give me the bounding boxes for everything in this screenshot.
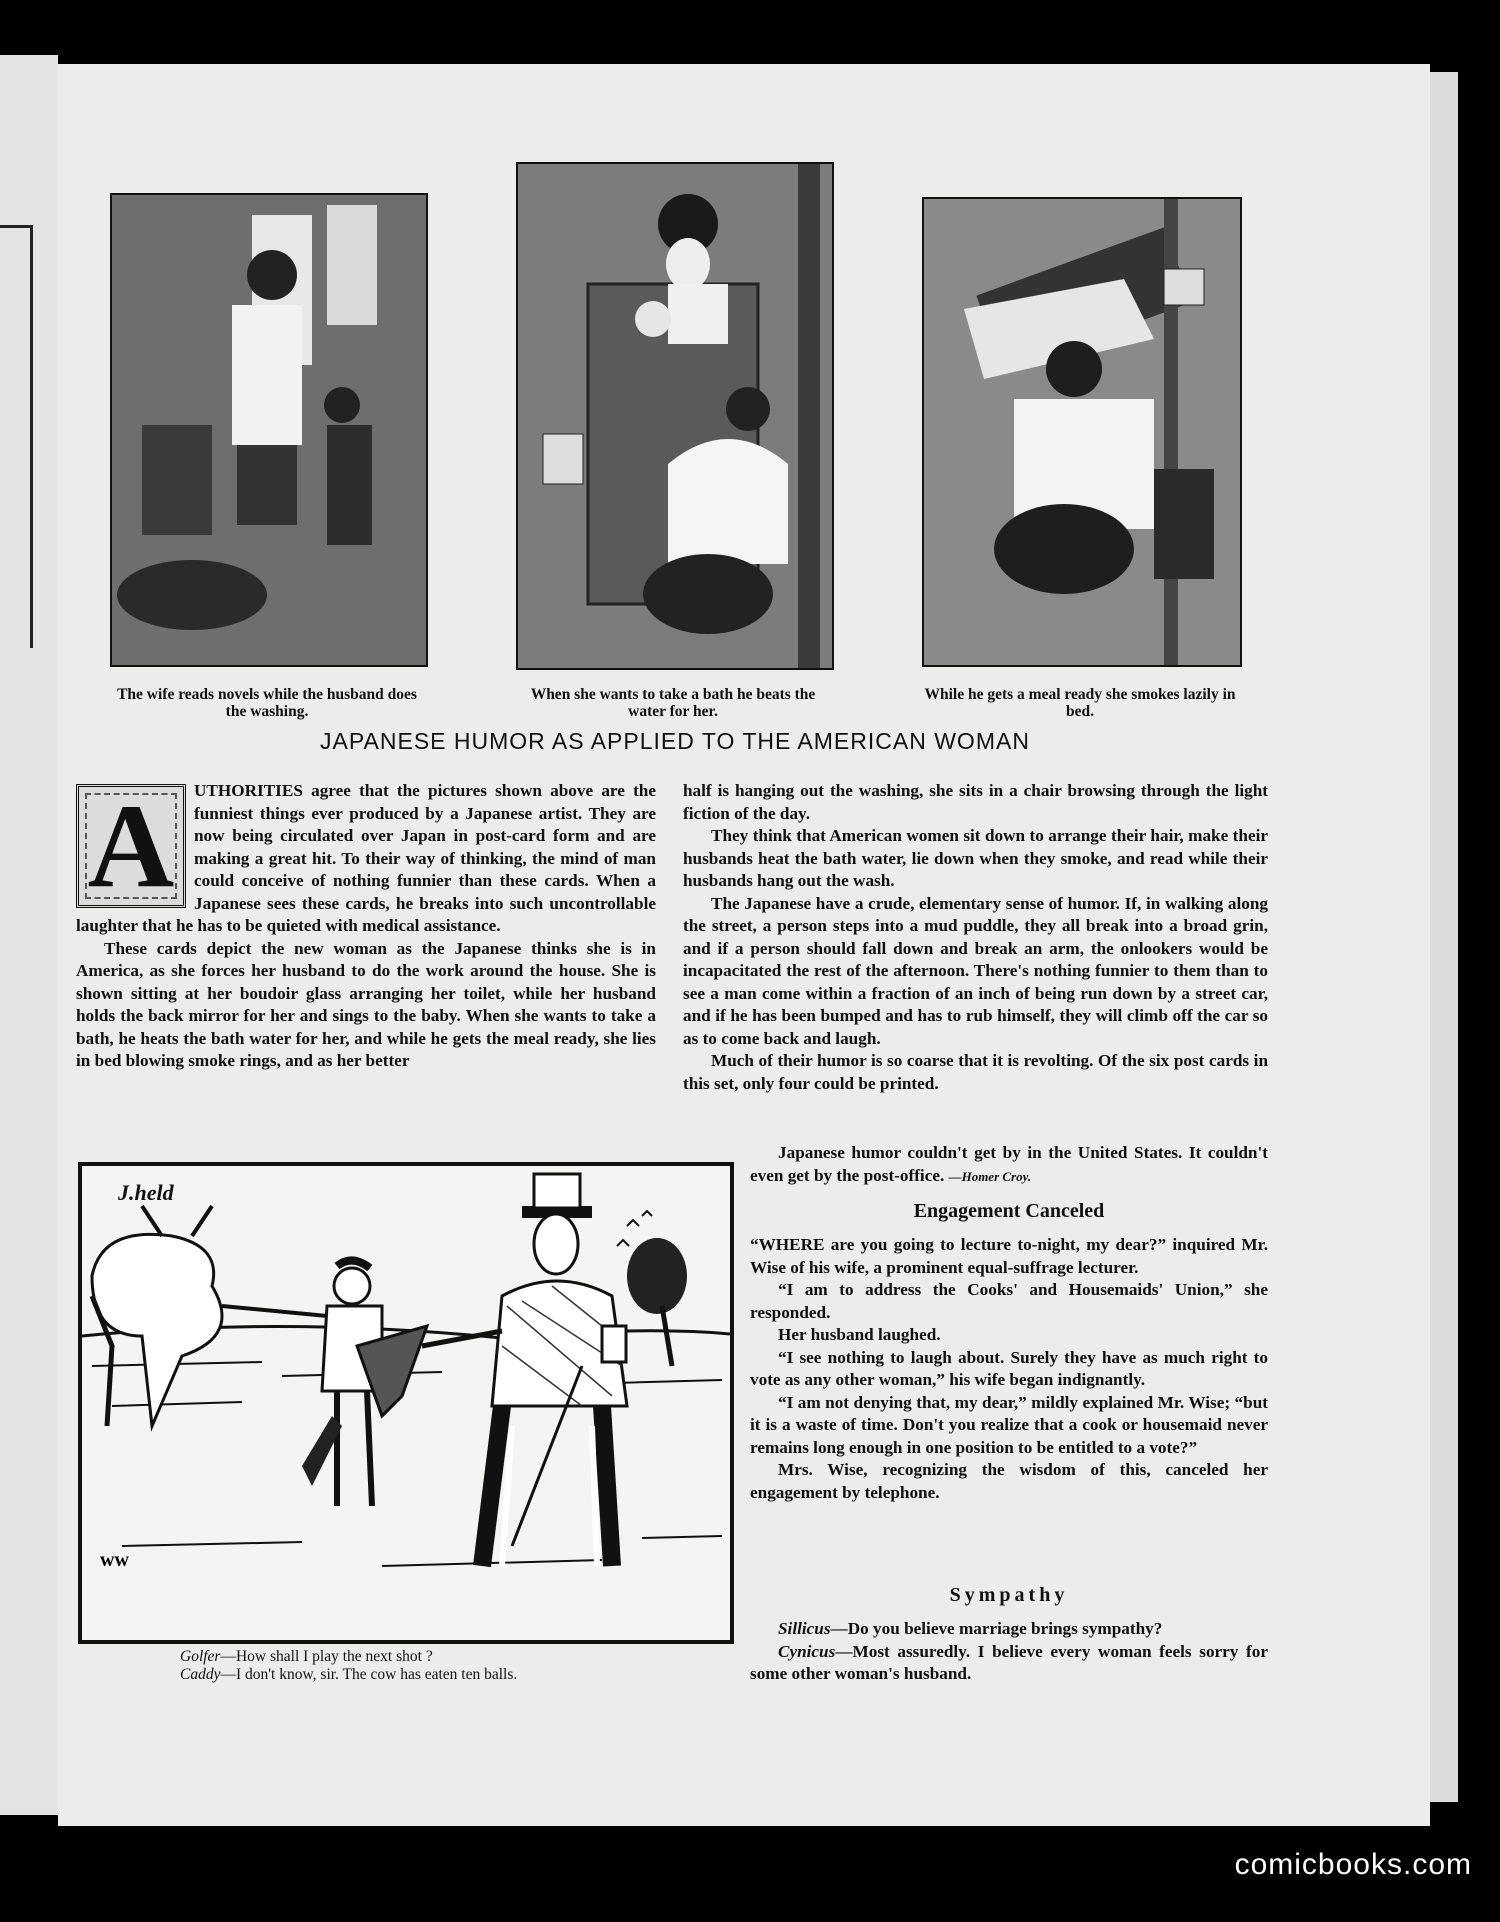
- story-paragraph: “WHERE are you going to lecture to-night, my dear?” inquired Mr. Wise of his wife, a prominent equal-suffrage lecturer.: [750, 1235, 1268, 1277]
- panel-caption-2: When she wants to take a bath he beats the water for her.: [530, 686, 816, 720]
- story-paragraph: “I see nothing to laugh about. Surely they have as much right to vote as any other woman,” his wife began indignantly.: [750, 1347, 1268, 1389]
- svg-text:ᴡᴡ: ᴡᴡ: [100, 1549, 129, 1571]
- author-credit: —Homer Croy.: [948, 1168, 1032, 1184]
- dialogue-line: Cynicus—Most assuredly. I believe every woman feels sorry for some other woman's husband.: [750, 1641, 1268, 1683]
- sympathy-dialogue: [750, 1618, 1268, 1686]
- article-paragraph: They think that American women sit down to arrange their hair, make their husbands heat the bath water, lie down when they smoke, and read while their husbands hang out the wash.: [683, 826, 1268, 890]
- panel-bath-illustration: [516, 162, 834, 670]
- panel-caption-1: The wife reads novels while the husband does the washing.: [117, 686, 417, 720]
- article-paragraph: The Japanese have a crude, elementary sense of humor. If, in walking along the street, a person steps into a mud puddle, they all break into a broad grin, and if a person should fall down and break an arm, the onlookers would be incapacitated the rest of the afternoon. There's nothing funnier to them than to see a man come within a fraction of an inch of being run down by a street car, and if he has been bumped and has to rub himself, they will climb off the car so as to come back and laugh.: [683, 893, 1268, 1048]
- story-paragraph: “I am not denying that, my dear,” mildly explained Mr. Wise; “but it is a waste of time. Don't you realize that a cook or housemaid never remains long enough in one position to be entitled to a vote?”: [750, 1392, 1268, 1457]
- article-paragraph: Much of their humor is so coarse that it is revolting. Of the six post cards in this set, only four could be printed.: [683, 1051, 1268, 1093]
- story-paragraph: “I am to address the Cooks' and Housemaids' Union,” she responded.: [750, 1280, 1268, 1322]
- dialogue-line: Sillicus—Do you believe marriage brings sympathy?: [778, 1619, 1163, 1638]
- article-paragraph: A UTHORITIES agree that the pictures shown above are the funniest things ever produced by a Japanese artist. They are now being circulated over Japan in post-card form and are making a great hit. To their way of thinking, the mind of man could conceive of nothing funnier than these cards. When a Japanese sees these cards, he breaks into such uncontrollable laughter that he has to be quieted with medical assistance.: [76, 779, 656, 935]
- article-paragraph: These cards depict the new woman as the Japanese thinks she is in America, as she forces her husband to do the work around the house. She is shown sitting at her boudoir glass arranging her toilet, while her husband holds the back mirror for her and sings to the baby. When she wants to take a bath, he heats the bath water for her, and while he gets the meal ready, she lies in bed blowing smoke rings, and as her better: [76, 938, 656, 1070]
- golf-cartoon: [78, 1162, 734, 1644]
- article-paragraph: Japanese humor couldn't get by in the United States. It couldn't even get by the post-office. —Homer Croy.: [750, 1143, 1268, 1185]
- decorative-dropcap: A: [76, 784, 186, 908]
- article-title: JAPANESE HUMOR AS APPLIED TO THE AMERICAN WOMAN: [320, 728, 1030, 754]
- panel-meal-illustration: [922, 197, 1242, 667]
- article-column-right: [683, 780, 1268, 1095]
- engagement-heading: Engagement Canceled: [913, 1200, 1105, 1222]
- site-watermark: comicbooks.com: [1234, 1848, 1472, 1881]
- adjacent-page-edge: [0, 55, 58, 1815]
- story-paragraph: Mrs. Wise, recognizing the wisdom of this, canceled her engagement by telephone.: [750, 1460, 1268, 1502]
- article-column-left: [76, 780, 656, 1073]
- article-paragraph: half is hanging out the washing, she sits in a chair browsing through the light fiction of the day.: [683, 781, 1268, 823]
- story-paragraph: Her husband laughed.: [778, 1325, 941, 1344]
- panel-washing-illustration: [110, 193, 428, 667]
- engagement-story: [750, 1234, 1268, 1504]
- artist-signature: J.held: [118, 1180, 174, 1205]
- sympathy-heading: Sympathy: [949, 1584, 1069, 1606]
- article-ending: [750, 1142, 1268, 1188]
- cartoon-caption: Golfer—How shall I play the next shot ? Caddy—I don't know, sir. The cow has eaten ten balls.: [180, 1648, 518, 1683]
- panel-caption-3: While he gets a meal ready she smokes lazily in bed.: [924, 686, 1236, 720]
